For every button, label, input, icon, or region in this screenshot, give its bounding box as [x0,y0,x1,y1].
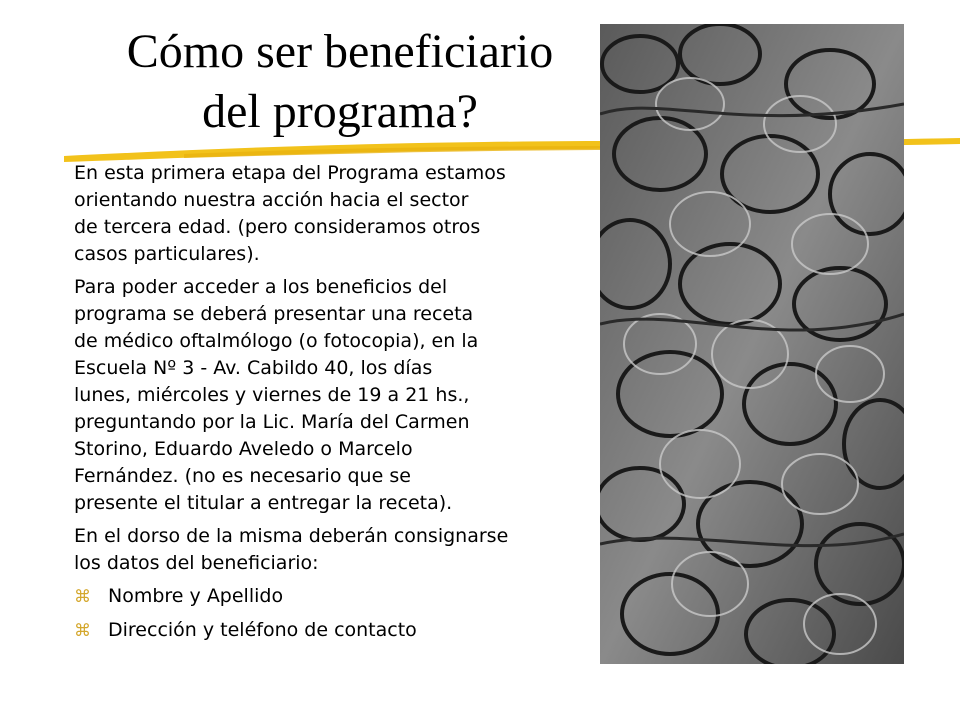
p2-line-6: preguntando por la Lic. María del Carmen [74,411,470,433]
p2-line-7: Storino, Eduardo Aveledo o Marcelo [74,438,413,460]
eyeglasses-photo [600,24,904,664]
bullet-icon: ⌘ [74,621,91,641]
paragraph-3 [74,523,594,577]
p2-line-2: programa se deberá presentar una receta [74,303,474,325]
p3-line-1: En el dorso de la misma deberán consignarse [74,525,509,547]
p1-line-3: de tercera edad. (pero consideramos otros [74,216,481,238]
body-text [74,160,594,651]
p1-line-2: orientando nuestra acción hacia el sector [74,189,469,211]
bullet-text: Nombre y Apellido [108,585,284,607]
slide-title [60,22,620,142]
p2-line-8: Fernández. (no es necesario que se [74,465,411,487]
p1-line-1: En esta primera etapa del Programa estamos [74,162,506,184]
bullet-icon: ⌘ [74,587,91,607]
title-line-1: Cómo ser beneficiario [126,25,554,78]
p1-line-4: casos particulares). [74,243,260,265]
p3-line-2: los datos del beneficiario: [74,552,319,574]
bullet-item-name [74,583,594,611]
p2-line-4: Escuela Nº 3 - Av. Cabildo 40, los días [74,357,433,379]
p2-line-1: Para poder acceder a los beneficios del [74,276,448,298]
title-line-2: del programa? [202,85,478,138]
p2-line-3: de médico oftalmólogo (o fotocopia), en la [74,330,479,352]
p2-line-9: presente el titular a entregar la receta). [74,492,453,514]
bullet-text: Dirección y teléfono de contacto [108,619,417,641]
eyeglasses-image [600,24,904,664]
paragraph-2 [74,274,594,517]
paragraph-1 [74,160,594,268]
p2-line-5: lunes, miércoles y viernes de 19 a 21 hs., [74,384,470,406]
bullet-item-contact [74,617,594,645]
